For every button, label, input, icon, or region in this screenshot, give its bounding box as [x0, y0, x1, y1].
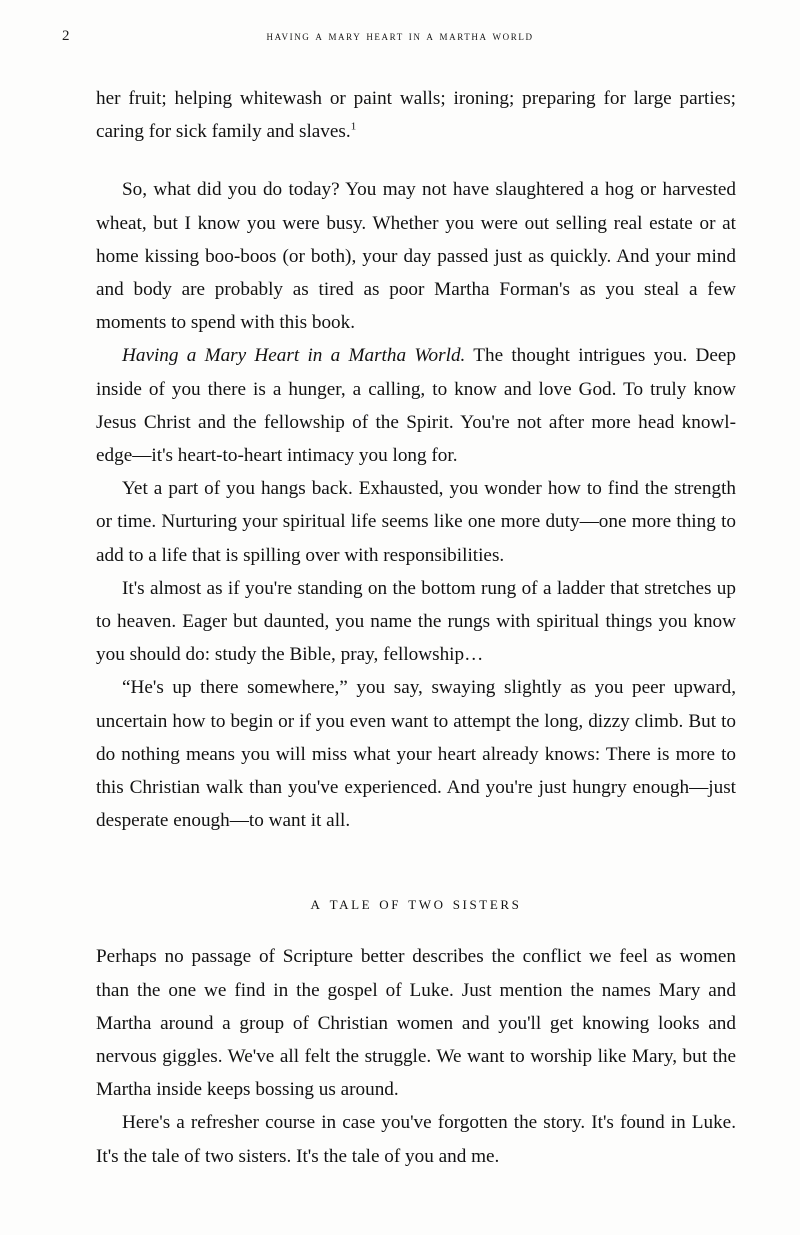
paragraph-3 [96, 339, 736, 472]
paragraph-4: Yet a part of you hangs back. Exhausted, you wonder how to find the strength or time. Nurturing your spiritual life seems like one more duty—one more thing to add to a life that is spilling over with responsibilities. [96, 478, 736, 566]
footnote-marker: 1 [350, 120, 357, 133]
running-head-title: having a mary heart in a martha world [266, 28, 534, 43]
paragraph-1 [96, 82, 736, 148]
paragraph-2: So, what did you do today? You may not have slaughtered a hog or harvested wheat, but I know you were busy. Whether you were out selling real estate or at home kissing boo-boos (or both), your day passed just as quickly. And your mind and body are probably as tired as poor Martha Forman's as you steal a few moments to spend with this book. [96, 179, 736, 334]
paragraph-7: Perhaps no passage of Scripture better describes the conflict we feel as women than the one we find in the gospel of Luke. Just mention the names Mary and Martha around a group of Christian women and you'll get knowing looks and nervous giggles. We've all felt the struggle. We want to worship like Mary, but the Martha inside keeps bossing us around. [96, 946, 736, 1101]
book-title-italic: Having a Mary Heart in a Martha World. [122, 345, 466, 367]
text-block [96, 82, 736, 1173]
section-heading: a tale of two sisters [310, 893, 522, 914]
page-number: 2 [62, 28, 70, 44]
paragraph-3-text: The thought intrigues you. Deep inside of you there is a hunger, a calling, to know and love God. To truly know Jesus Christ and the fellowship of the Spirit. You're not after more head knowl-edge—it's heart-to-heart intimacy you long for. [96, 345, 736, 467]
paragraph-1-text: her fruit; helping whitewash or paint walls; ironing; preparing for large parties; caring for sick family and slaves. [96, 88, 736, 143]
paragraph-6: “He's up there somewhere,” you say, swaying slightly as you peer upward, uncertain how to begin or if you even want to attempt the long, dizzy climb. But to do nothing means you will miss what your heart already knows: There is more to this Christian walk than you've experienced. And you're just hungry enough—just desperate enough—to want it all. [96, 677, 736, 832]
paragraph-5: It's almost as if you're standing on the bottom rung of a ladder that stretches up to heaven. Eager but daunted, you name the rungs with spiritual things you know you should do: study the Bible, pray, fellowship… [96, 577, 736, 666]
paragraph-8: Here's a refresher course in case you've forgotten the story. It's found in Luke. It's the tale of two sisters. It's the tale of you and me. [96, 1112, 736, 1167]
running-head [62, 28, 738, 48]
